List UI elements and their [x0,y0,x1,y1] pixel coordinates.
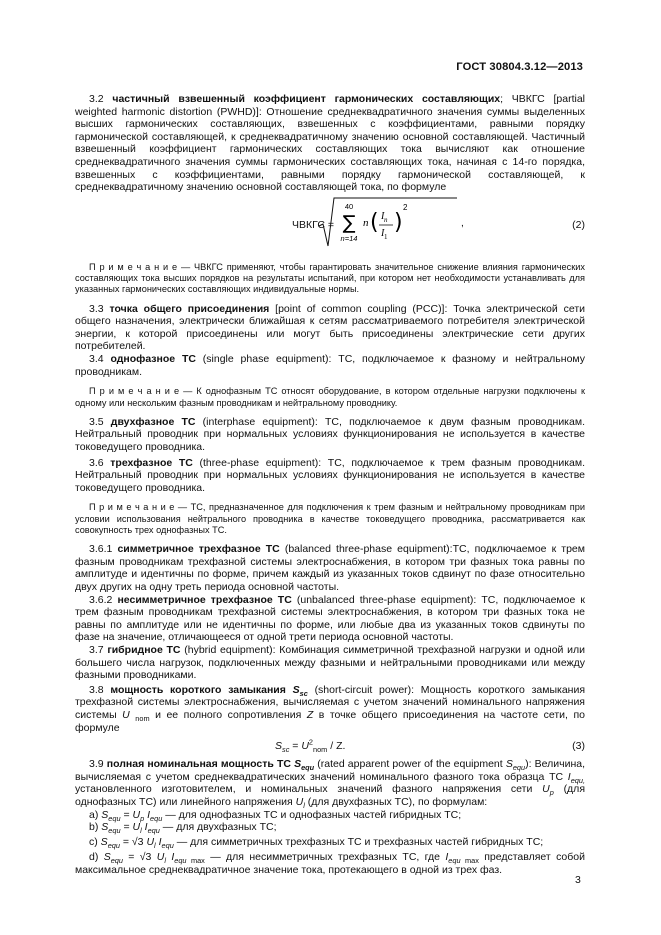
definition-text: (unbalanced three-phase equipment): ТС, подключаемое к трем фазным проводникам трехфазной системы электроснабжения, в котором три фазных тока не равны по амплитуде или не идентичны по форме, или любые два из указанных токов сдвинуты по фазе на значение, отличающееся от одной трети периода основной частоты. [75,593,585,644]
f-u-sub: l [164,856,166,866]
definition-text: ; ЧВКГС [partial weighted harmonic distortion (PWHD)]: Отношение среднеквадратичного значения суммы выделенных высших гармонических составляющих, взвешенных с коэффициентами, равными порядку гармонической составляющей, к среднеквадратичному значению основной составляющей. Частичный взвешенный коэффициент гармонических составляющих тока вычисляют как отношение среднеквадратичного значения суммы гармонических составляющих тока, начиная с 14-го порядка, взвешенных с коэффициентами, равными порядку гармонической составляющей, к среднеквадратичному значению основной составляющей тока, по формуле [75,93,585,194]
f-sqrt3: √3 [139,851,152,864]
f-s-sub: equ [108,826,121,836]
section-number: 3.2 [89,93,104,105]
section-3-7 [75,644,585,682]
term: двухфазное ТС [110,415,196,428]
f3-s: S [275,740,283,753]
formula-2 [75,196,585,254]
sym-i: I [567,770,571,783]
f-i-sub: equ [174,856,187,866]
term-symbol-sub: sc [299,688,308,698]
note-text: — ТС, предназначенное для подключения к трем фазным и нейтральному проводникам при условии использования нейтрального проводника в качестве токоведущего проводника, рассматривается как совокупность трех однофазных ТС. [75,502,585,535]
section-3-8 [75,684,585,734]
note-label: П р и м е ч а н и е [89,386,180,397]
term: однофазное ТС [110,353,196,366]
f-max2: max [465,856,479,866]
definition-text-3: установленного изготовителем, и номинальных значений фазного напряжения сети [75,783,543,796]
numerator-I: I [381,210,385,222]
left-paren: ( [370,209,379,235]
note-text: — ЧВКГС применяют, чтобы гарантировать значительное снижение влияния гармонических составляющих тока высших порядков на результаты испытаний, при котором нет необходимости устанавливать для указанных гармонических составляющих индивидуальные нормы. [75,261,585,295]
f-i: I [171,851,175,864]
sym-ul: U [295,795,304,808]
numerator-sub: n [384,215,388,224]
f-max: max [190,856,205,866]
sym-up-sub: p [549,788,554,798]
formula-3 [75,736,585,756]
f3-u: U [301,740,309,753]
definition-text-3: в точке общего присоединения на частоте сети, по формуле [75,708,585,734]
right-paren: ) [394,209,403,235]
definition-text: (balanced three-phase equipment):ТС, подключаемое к трем фазным проводникам трехфазной системы электроснабжения, в котором три фазных тока равны по амплитуде и идентичны по форме, причем каждый из указанных токов сдвинут по фазе относительно двух других на одну треть периода основной частоты. [75,543,585,594]
sum-sign: ∑ [342,211,356,234]
f3-s-sub: sc [282,745,290,755]
section-3-9 [75,758,585,811]
symbol-z: Z [306,708,314,721]
section-3-2 [75,93,585,194]
note-label: П р и м е ч а н и е [89,261,178,272]
f-i-sub: equ [150,813,163,823]
definition-text-2: и ее полного сопротивления [149,708,307,721]
definition-text: (short-circuit power): Мощность короткого замыкания трехфазной системы электроснабжения, вычисляемая с учетом значений номинального напряжения системы [75,683,586,721]
note-three-phase [75,502,585,536]
section-number: 3.6 [89,456,104,469]
section-3-6-1 [75,543,585,593]
list-text: — для двухфазных ТС; [159,821,277,834]
equation-number: (2) [572,218,585,231]
f-u: U [132,808,141,821]
note-label: П р и м е ч а н и е [89,502,175,513]
f-s: S [101,821,109,834]
list-text: — для несимметричных трехфазных ТС, где [204,851,446,864]
weight-n: n [363,216,369,229]
definition-text: (interphase equipment): ТС, подключаемое к двум фазным проводникам. Нейтральный проводник при нормальных условиях функционирования не используется в качестве токоведущего проводника. [75,415,585,453]
page-number: 3 [575,874,581,886]
sym-s: S [505,758,513,771]
f3-eq: = [289,740,302,753]
list-item-a [75,809,585,822]
note-pwhd [75,262,585,296]
list-letter: d) [89,851,99,864]
section-number: 3.6.2 [89,593,113,606]
f-u-sub: p [140,813,145,823]
sym-equ: equ [512,763,526,773]
term: полная номинальная мощность ТС [106,758,291,771]
section-3-3 [75,303,585,353]
formula-2-label: ЧВКГС = [292,218,334,231]
f-i: I [158,835,162,848]
term: частичный взвешенный коэффициент гармонических составляющих [112,93,501,105]
symbol-u-sub: nom [135,714,150,724]
definition-text-2: ): Величина, вычисляемая с учетом среднеквадратических значений номинального фазного тока образца ТС [75,758,585,783]
section-3-6-2 [75,594,585,644]
sym-up: U [542,783,550,796]
formula-end: , [461,217,464,229]
denominator-sub: 1 [384,232,388,241]
term-symbol: S [294,758,302,771]
section-number: 3.9 [89,758,104,771]
f-eq: = [120,821,133,834]
f-u: U [146,835,155,848]
f-eq: = [120,808,133,821]
section-number: 3.6.1 [89,543,113,556]
definition-text: (three-phase equipment): ТС, подключаемое к трем фазным проводникам. Нейтральный проводник при нормальных условиях функционирования не используется в качестве токоведущего проводника. [75,456,586,494]
list-letter: c) [89,835,98,848]
term: несимметричное трехфазное ТС [117,593,292,606]
section-3-4 [75,353,585,378]
f-u-sub: l [140,826,142,836]
formula-2-expression [319,196,464,254]
symbol-u: U [122,708,130,721]
list-letter: a) [89,808,99,821]
term: трехфазное ТС [110,456,193,469]
f3-u-sup: 2 [308,737,314,747]
note-text: — К однофазным ТС относят оборудование, в котором отдельные нагрузки подключены к одному или нескольким фазным проводникам и нейтральному проводнику. [75,386,585,408]
exponent: 2 [403,202,408,212]
f-u-sub: l [154,840,156,850]
term-symbol: S [292,683,300,696]
sum-lower-limit: n=14 [340,233,358,243]
section-number: 3.5 [89,415,104,428]
f-i-sub: equ [147,826,160,836]
note-single-phase [75,386,585,409]
list-item-c [75,836,585,849]
sum-upper-limit: 40 [344,201,354,211]
list-text: — для симметричных трехфазных ТС и трехфазных частей гибридных ТС; [173,835,544,848]
f-sqrt3: √3 [131,835,144,848]
definition-text-5: (для двухфазных ТС), по формулам: [304,795,488,808]
term: гибридное ТС [107,644,181,656]
f-u: U [156,851,165,864]
list-item-d [75,851,585,876]
list-item-b [75,821,585,834]
sym-i-sub: equ, [570,775,585,785]
definition-text: (single phase equipment): ТС, подключаемое к фазному и нейтральному проводникам. [75,353,585,378]
f-i: I [144,821,148,834]
formula-3-expression [275,737,346,755]
f-eq: = [122,851,140,864]
section-number: 3.3 [89,302,104,315]
f-u: U [132,821,141,834]
list-text: — для однофазных ТС и однофазных частей гибридных ТС; [162,808,462,821]
section-number: 3.4 [89,353,104,366]
f-s: S [100,835,108,848]
f-s: S [101,808,109,821]
document-header: ГОСТ 30804.3.12—2013 [456,61,583,73]
f-i-sub: equ [161,840,174,850]
term: симметричное трехфазное ТС [117,543,280,556]
f-s: S [103,851,111,864]
f-i2: I [445,851,449,864]
f-i: I [147,808,151,821]
list-letter: b) [89,821,99,834]
f-i2-sub: equ [448,856,461,866]
section-number: 3.8 [89,683,104,696]
term-symbol-sub: equ [301,763,315,773]
definition-text: (hybrid equipment): Комбинация симметричной трехфазной нагрузки и одной или большего числа нагрузок, подключенных между фазными и нейтральными проводниками или между фазными проводниками. [75,644,586,682]
denominator-I: I [381,227,385,239]
f3-tail: / Z. [327,740,346,753]
f-s-sub: equ [108,813,121,823]
sym-ul-sub: l [303,801,305,811]
term: мощность короткого замыкания [110,683,286,696]
f-s-sub: equ [107,840,120,850]
definition-text-4: (для однофазных ТС) или линейного напряжения [75,783,585,808]
list-text-2: представляет собой максимальное среднеквадратичное значение тока, протекающего в одной из трех фаз. [75,851,585,876]
definition-text: (rated apparent power of the equipment [314,758,506,771]
document-body [75,93,585,877]
f3-u-sub: nom [313,745,328,755]
section-number: 3.7 [89,644,104,656]
definition-text: [point of common coupling (PCC)]: Точка электрической сети общего назначения, электрически ближайшая к сетям рассматриваемого потребителя электрической энергии, к которой присоединены или могут быть присоединены электрические сети других потребителей. [75,302,586,353]
section-3-6 [75,457,585,495]
section-3-5 [75,416,585,454]
f-eq: = [119,835,132,848]
equation-number: (3) [572,740,585,753]
term: точка общего присоединения [109,302,270,315]
f-s-sub: equ [110,856,123,866]
